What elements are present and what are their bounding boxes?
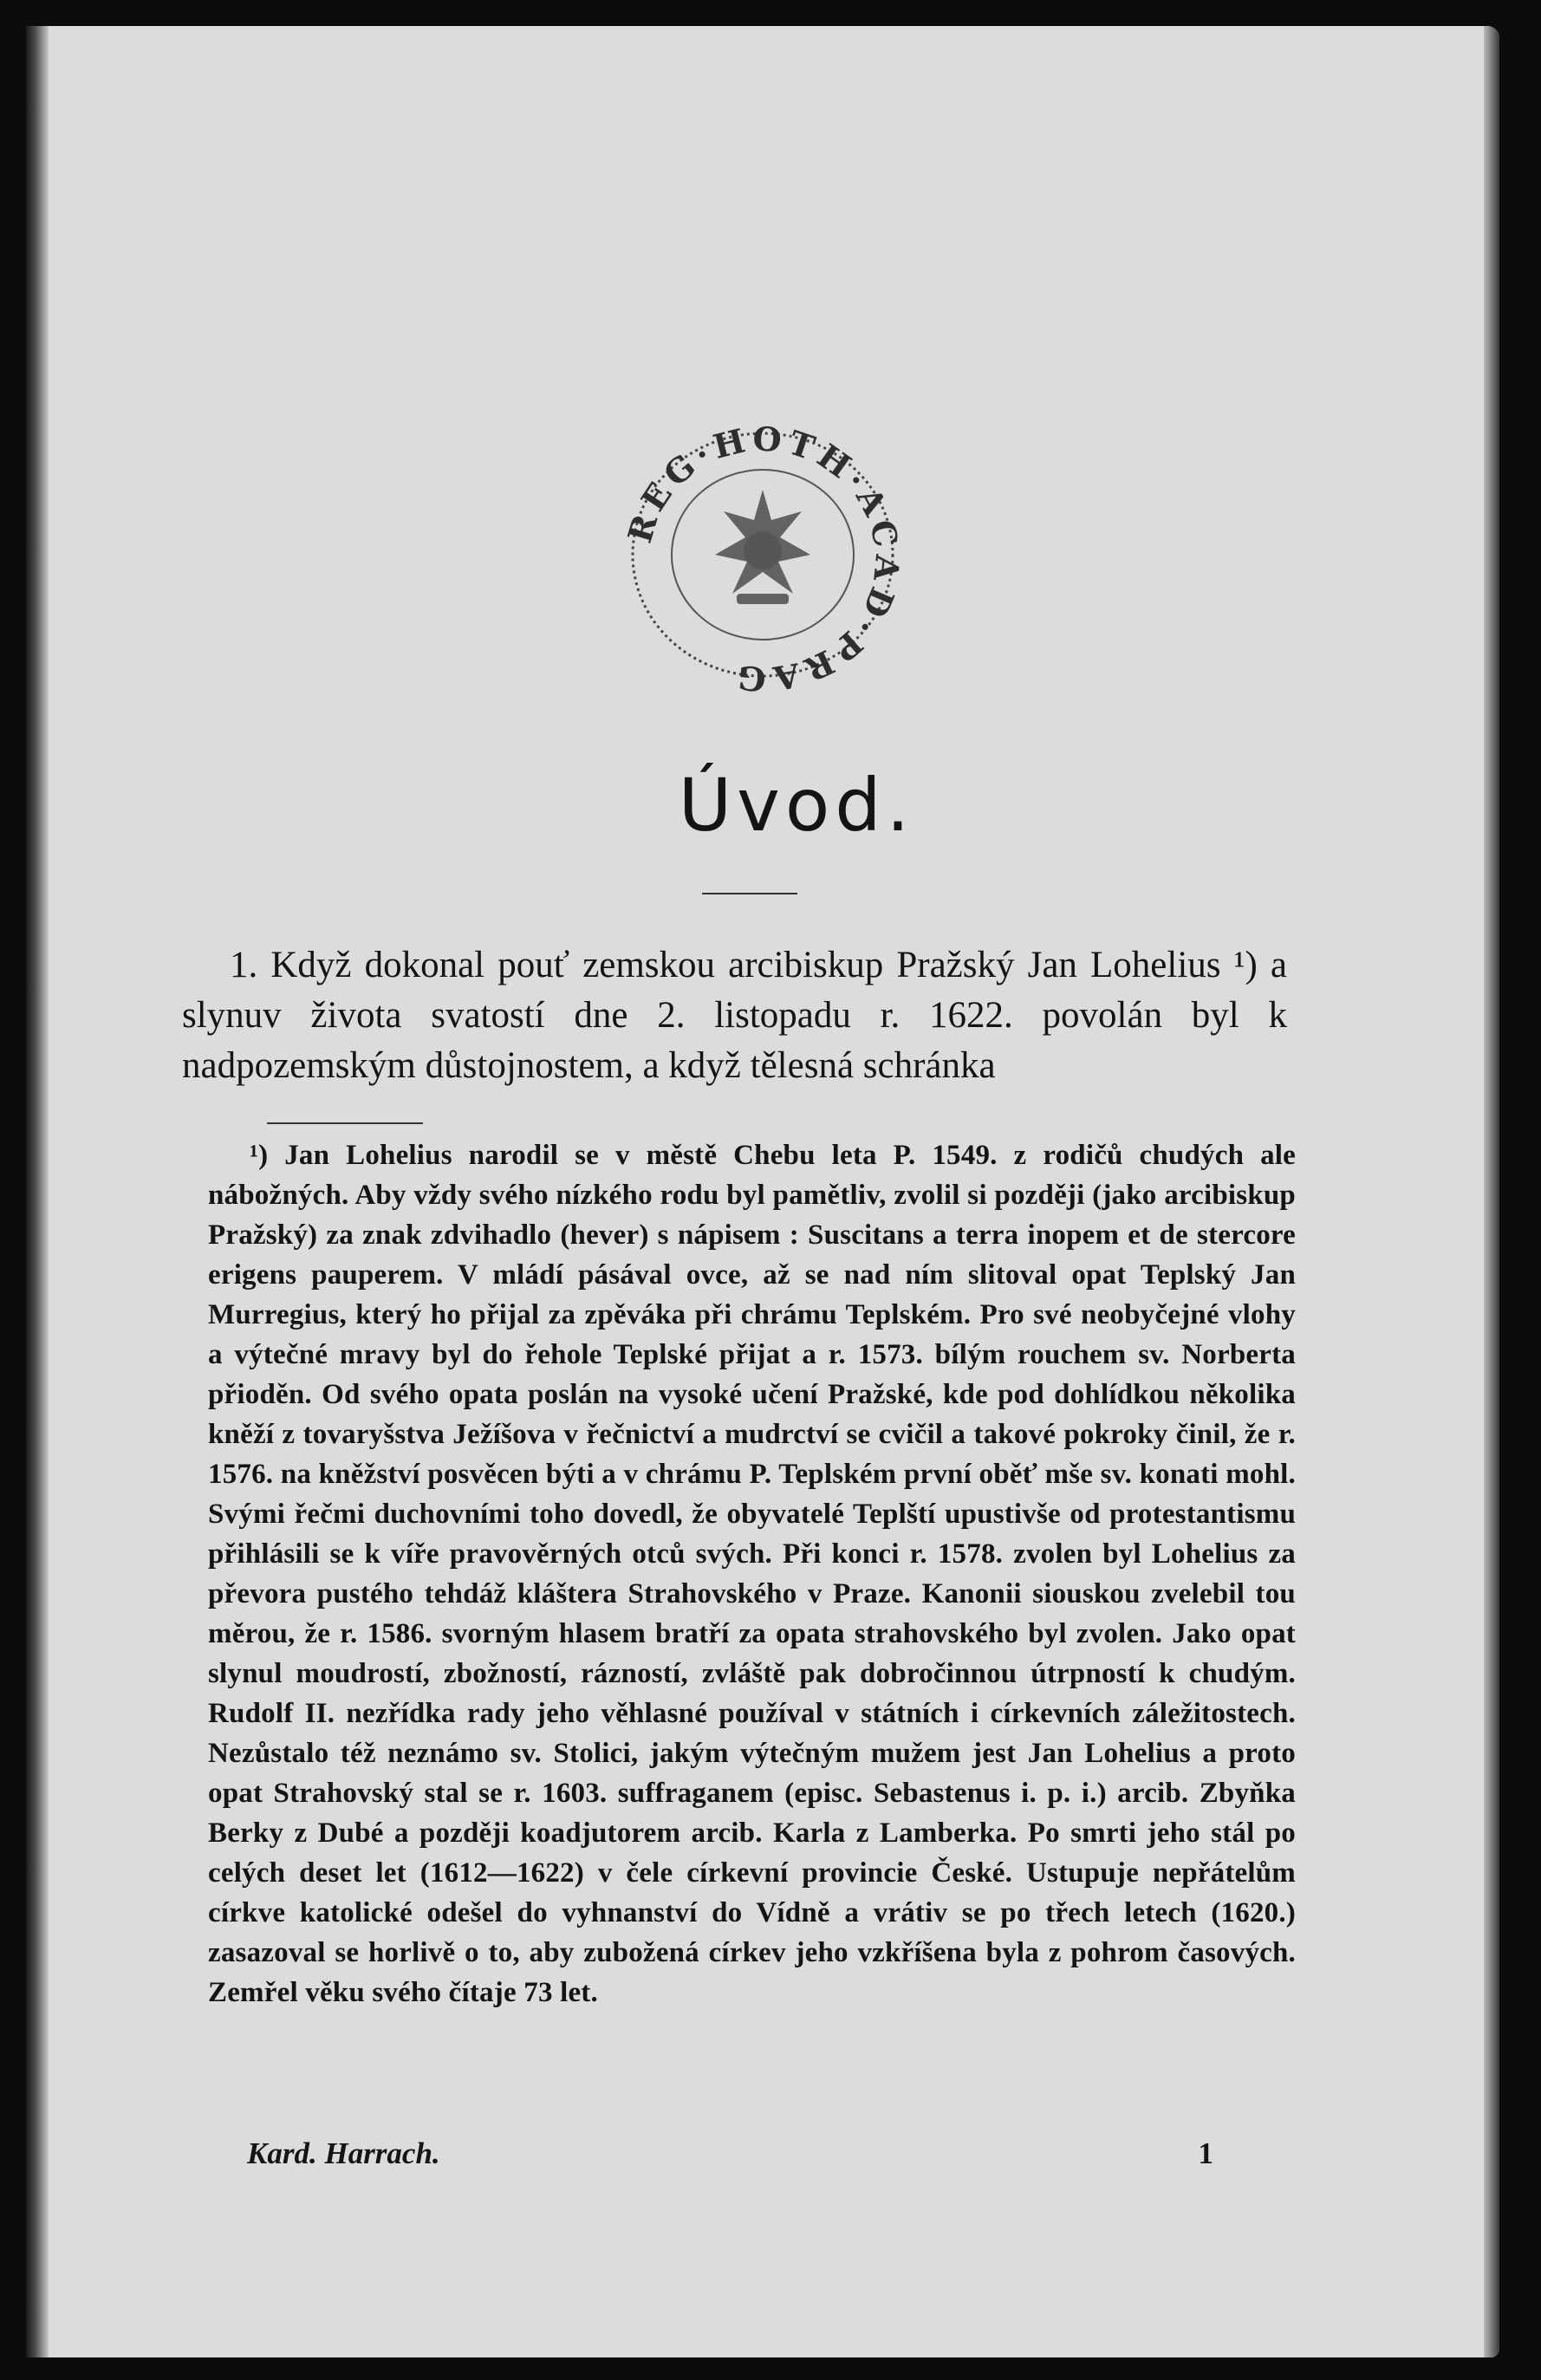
paragraph-1: 1. Když dokonal pouť zemskou arcibiskup Pražský Jan Lohelius ¹) a slynuv života svatostí dne 2. listopadu r. 1622. povolán byl k nadpozemským důstojnostem, a když tělesná schránka <box>182 945 1287 1086</box>
chapter-title: Úvod. <box>678 763 915 848</box>
library-stamp-seal <box>598 407 927 702</box>
book-page <box>26 26 1499 2357</box>
title-divider <box>702 893 797 894</box>
footnote <box>208 1135 1296 2013</box>
page-binding-edge <box>26 26 49 2357</box>
page-right-edge <box>1484 26 1499 2357</box>
main-text <box>182 940 1287 1091</box>
signature-mark: Kard. Harrach. <box>247 2136 440 2170</box>
footnote-1: ¹) Jan Lohelius narodil se v městě Chebu leta P. 1549. z rodičů chudých ale nábožných. Aby vždy svého nízkého rodu byl pamětliv, zvolil si později (jako arcibiskup Pražský) za znak zdvihadlo (hever) s nápisem : Suscitans a terra inopem et de stercore erigens pauperem. V mládí pásával ovce, až se nad ním slitoval opat Teplský Jan Murregius, který ho přijal za zpěváka při chrámu Teplském. Pro své neobyčejné vlohy a výtečné mravy byl do řehole Teplské přijat a r. 1573. bílým rouchem sv. Norberta přioděn. Od svého opata poslán na vysoké učení Pražské, kde pod dohlídkou několika kněží z tovaryšstva Ježíšova v řečnictví a mudrctví se cvičil a takové pokroky činil, že r. 1576. na kněžství posvěcen býti a v chrámu P. Teplském první oběť mše sv. konati mohl. Svými řečmi duchovními toho dovedl, že obyvatelé Teplští upustivše od protestantismu přihlásili se k víře pravověrných otců svých. Při konci r. 1578. zvolen byl Lohelius za převora pustého tehdáž kláštera Strahovského v Praze. Kanonii siouskou zvelebil tou měrou, že r. 1586. svorným hlasem bratří za opata strahovského byl zvolen. Jako opat slynul moudrostí, zbožností, rázností, zvláště pak dobročinnou útrpností k chudým. Rudolf II. nezřídka rady jeho věhlasné používal v státních i církevních záležitostech. Nezůstalo též neznámo sv. Stolici, jakým výtečným mužem jest Jan Lohelius a proto opat Strahovský stal se r. 1603. suffraganem (episc. Sebastenus i. p. i.) arcib. Zbyňka Berky z Dubé a později koadjutorem arcib. Karla z Lamberka. Po smrti jeho stál po celých deset let (1612—1622) v čele církevní provincie České. Ustupuje nepřátelům církve katolické odešel do vyhnanství do Vídně a vrátiv se po třech letech (1620.) zasazoval se horlivě o to, aby zubožená církev jeho vzkříšena byla z pohrom časových. Zemřel věku svého čítaje 73 let. <box>208 1140 1296 2008</box>
page-number: 1 <box>1198 2136 1213 2170</box>
footnote-divider <box>267 1122 423 1124</box>
page-footer <box>247 2136 1213 2171</box>
seal-inscription: REG·HOTH·ACAD·PRAG <box>620 419 907 700</box>
